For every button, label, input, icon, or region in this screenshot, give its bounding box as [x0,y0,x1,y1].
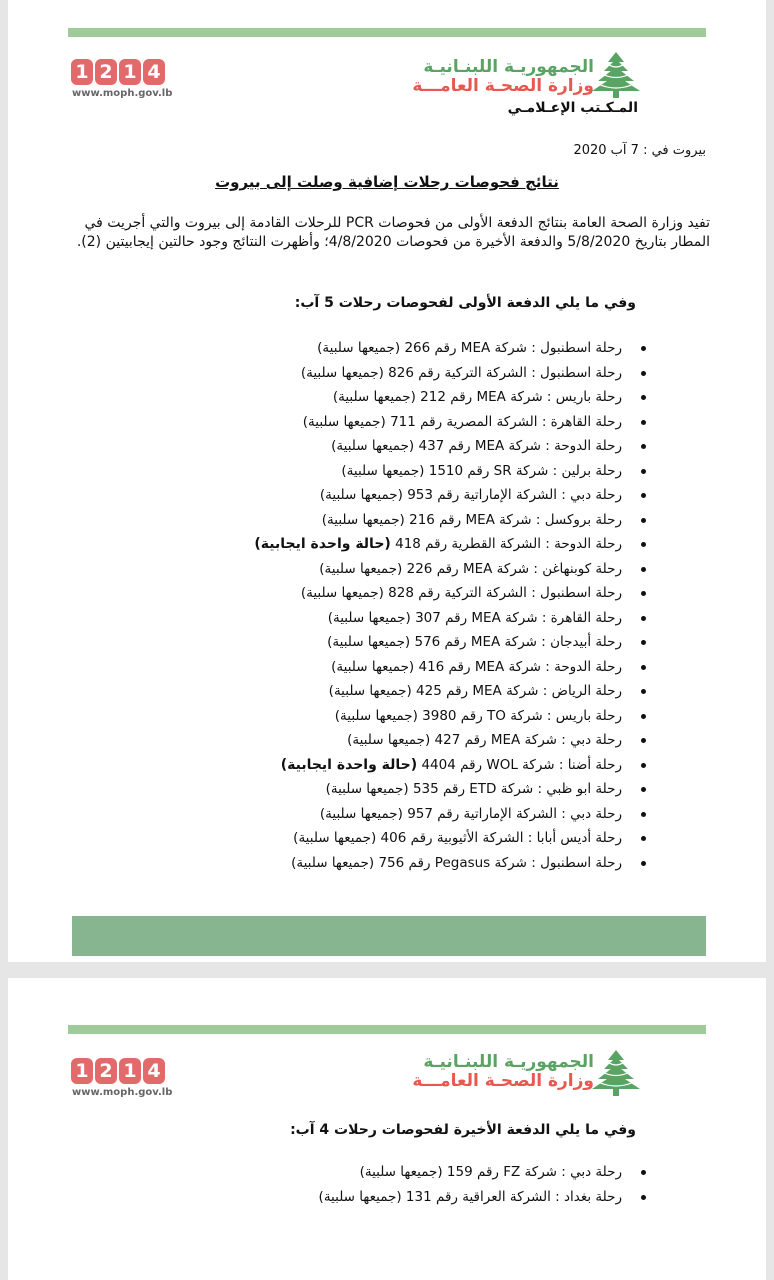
flight-result-item [254,581,636,606]
flight-result-text: رحلة اسطنبول : الشركة التركية رقم 826 (جميعها سلبية) [300,364,622,381]
bullet-icon [641,542,646,547]
flight-result-text: رحلة القاهرة : شركة MEA رقم 307 (جميعها سلبية) [327,609,622,626]
republic-label: الجمهوريـة اللبنـانيـة [423,1052,594,1072]
flight-result-item [319,1160,636,1185]
bullet-icon [641,665,646,670]
bullet-icon [641,1195,646,1200]
ministry-label: وزارة الصحـة العامـــة [412,76,594,96]
flight-result-text: رحلة ابو ظبي : شركة ETD رقم 535 (جميعها سلبية) [325,781,622,797]
bullet-icon [641,616,646,621]
flight-result-item [254,410,636,435]
document-date: بيروت في : 7 آب 2020 [573,143,706,158]
flight-result-text: رحلة اسطنبول : شركة MEA رقم 266 (جميعها سلبية) [317,340,622,356]
flight-result-text: رحلة دبي : شركة MEA رقم 427 (جميعها سلبية) [347,732,622,748]
flight-result-item [254,385,636,410]
bullet-icon [641,395,646,400]
bullet-icon [641,444,646,449]
media-office-label: المـكـتب الإعـلامـي [507,100,638,116]
flight-result-text: رحلة الدوحة : شركة MEA رقم 416 (جميعها سلبية) [331,658,622,675]
flight-result-text: رحلة أديس أبابا : الشركة الأثيوبية رقم 406 (جميعها سلبية) [293,830,622,846]
flight-result-item [254,704,636,729]
flight-result-item [254,679,636,704]
flight-result-item [254,777,636,802]
bullet-icon [641,738,646,743]
republic-label: الجمهوريـة اللبنـانيـة [423,57,594,77]
flight-result-item [254,630,636,655]
batch-heading-aug5: وفي ما يلي الدفعة الأولى لفحوصات رحلات 5 آب: [294,295,636,311]
bullet-icon [641,371,646,376]
positive-case-label: (حالة واحدة ايجابية) [280,756,418,773]
flight-result-item [254,336,636,361]
ministry-name [412,1053,594,1091]
flight-result-text: رحلة الدوحة : الشركة القطرية رقم 418 [390,536,622,552]
flight-results-list [319,1160,636,1209]
flight-result-text: رحلة اسطنبول : الشركة التركية رقم 828 (جميعها سلبية) [300,585,622,601]
bullet-icon [641,591,646,596]
document-title: نتائج فحوصات رحلات إضافية وصلت إلى بيروت [215,173,559,191]
bullet-icon [641,714,646,719]
bullet-icon [641,763,646,768]
positive-case-label: (حالة واحدة ايجابية) [254,536,391,552]
hotline-digit: 2 [95,59,117,85]
flight-result-item [254,557,636,582]
document-page-2 [8,978,766,1280]
hotline-digit: 1 [71,59,93,85]
flight-result-item [254,655,636,680]
cedar-logo-icon [590,50,642,100]
hotline-digit: 1 [119,1058,141,1084]
flight-result-text: رحلة الرياض : شركة MEA رقم 425 (جميعها سلبية) [328,683,622,699]
header-green-bar [68,28,706,37]
flight-result-text: رحلة القاهرة : الشركة المصرية رقم 711 (جميعها سلبية) [302,413,622,430]
flight-result-text: رحلة كوبنهاغن : شركة MEA رقم 226 (جميعها سلبية) [319,560,622,577]
footer-green-bar [72,916,706,956]
bullet-icon [641,812,646,817]
flight-result-text: رحلة بروكسل : شركة MEA رقم 216 (جميعها سلبية) [321,511,622,528]
website-url: www.moph.gov.lb [72,88,173,99]
cedar-logo-icon [590,1048,642,1098]
flight-result-text: رحلة باريس : شركة MEA رقم 212 (جميعها سلبية) [332,389,622,405]
flight-result-item [254,361,636,386]
flight-result-item [254,728,636,753]
hotline-digit: 2 [95,1058,117,1084]
document-page-1 [8,0,766,962]
flight-result-item [254,483,636,508]
flight-result-text: رحلة برلين : شركة SR رقم 1510 (جميعها سلبية) [341,462,622,479]
flight-result-text: رحلة اسطنبول : شركة Pegasus رقم 756 (جميعها سلبية) [291,854,622,871]
hotline-digit: 4 [143,1058,165,1084]
flight-result-text: رحلة دبي : شركة FZ رقم 159 (جميعها سلبية) [359,1164,622,1180]
flight-result-text: رحلة أضنا : شركة WOL رقم 4404 [417,756,622,773]
flight-result-item [254,606,636,631]
ministry-label: وزارة الصحـة العامـــة [412,1071,594,1091]
flight-result-text: رحلة الدوحة : شركة MEA رقم 437 (جميعها سلبية) [331,438,622,454]
flight-result-item [254,802,636,827]
ministry-name [412,58,594,96]
website-url: www.moph.gov.lb [72,1087,173,1098]
bullet-icon [641,1170,646,1175]
flight-results-list [254,336,636,875]
flight-result-item [254,851,636,876]
bullet-icon [641,640,646,645]
flight-result-item [254,826,636,851]
flight-result-text: رحلة دبي : الشركة الإماراتية رقم 957 (جميعها سلبية) [319,805,622,822]
bullet-icon [641,689,646,694]
flight-result-item [254,434,636,459]
hotline-digit: 4 [143,59,165,85]
intro-paragraph: تفيد وزارة الصحة العامة بنتائج الدفعة الأولى من فحوصات PCR للرحلات القادمة إلى بيروت والتي أجريت في المطار بتاريخ 5/8/2020 والدفعة الأخيرة من فحوصات 4/8/2020؛ وأظهرت النتائج وجود حالتين إيجابيتين (2). [76,215,710,250]
hotline-digit: 1 [119,59,141,85]
header-green-bar [68,1025,706,1034]
flight-result-text: رحلة باريس : شركة TO رقم 3980 (جميعها سلبية) [334,707,622,724]
hotline-logo [71,59,165,85]
bullet-icon [641,420,646,425]
bullet-icon [641,346,646,351]
bullet-icon [641,493,646,498]
batch-heading-aug4: وفي ما يلي الدفعة الأخيرة لفحوصات رحلات 4 آب: [290,1122,636,1138]
bullet-icon [641,787,646,792]
flight-result-text: رحلة أبيدجان : شركة MEA رقم 576 (جميعها سلبية) [327,634,622,650]
flight-result-item [254,508,636,533]
bullet-icon [641,567,646,572]
flight-result-item [319,1185,636,1210]
flight-result-text: رحلة دبي : الشركة الإماراتية رقم 953 (جميعها سلبية) [319,487,622,503]
bullet-icon [641,861,646,866]
flight-result-item [254,753,636,778]
flight-result-text: رحلة بغداد : الشركة العراقية رقم 131 (جميعها سلبية) [318,1188,622,1205]
bullet-icon [641,518,646,523]
flight-result-item [254,459,636,484]
flight-result-item [254,532,636,557]
bullet-icon [641,836,646,841]
bullet-icon [641,469,646,474]
hotline-digit: 1 [71,1058,93,1084]
hotline-logo [71,1058,165,1084]
